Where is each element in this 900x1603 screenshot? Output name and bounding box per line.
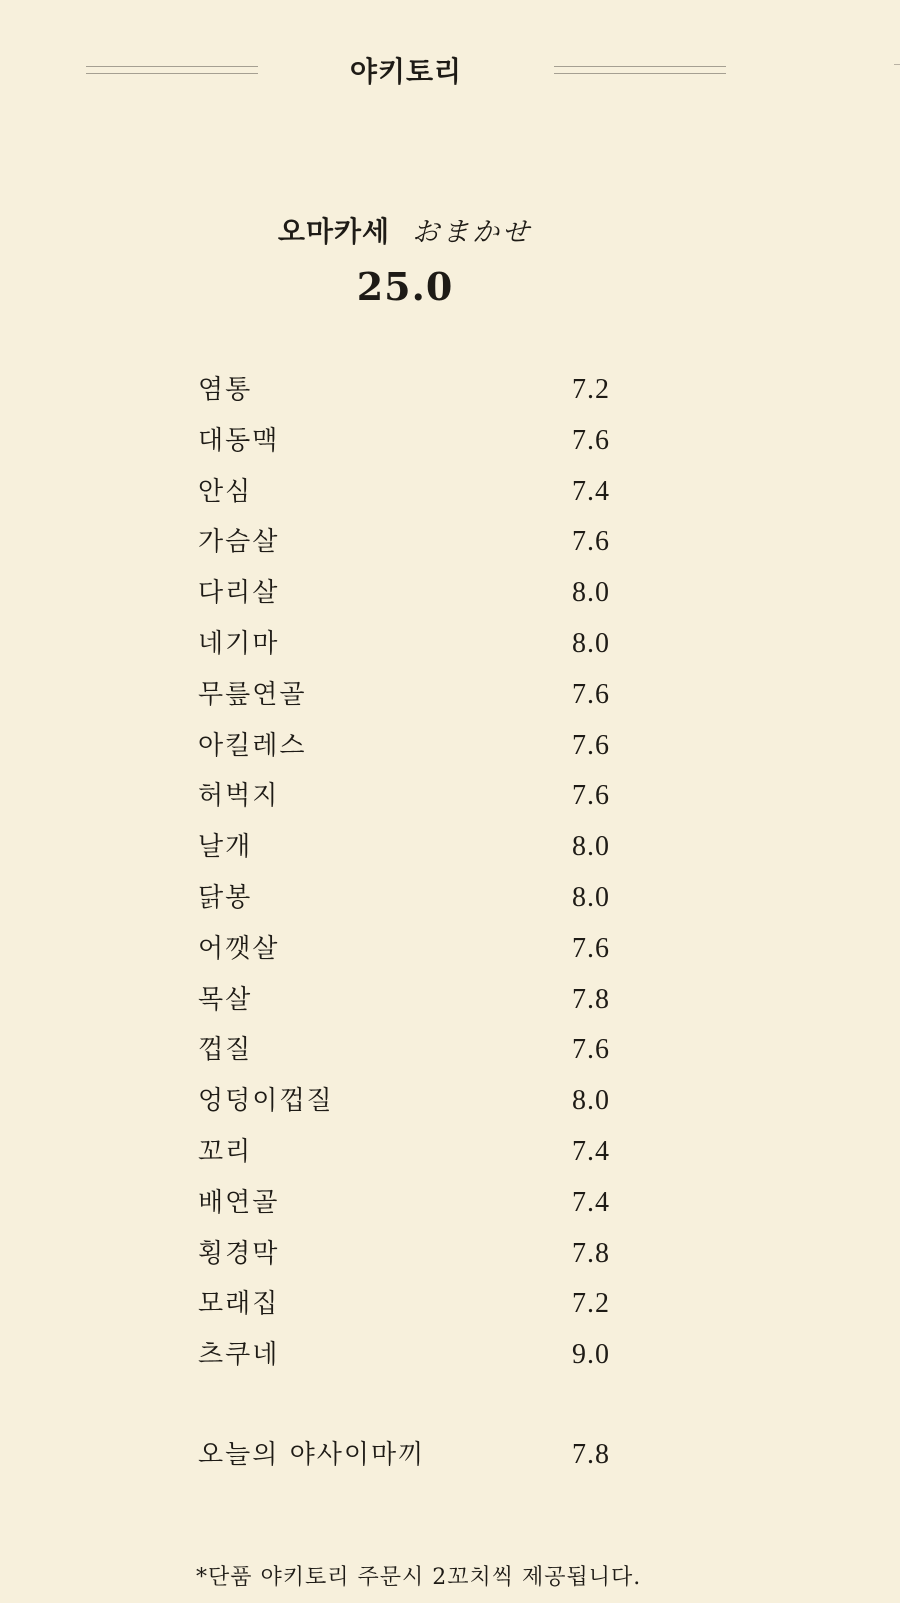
menu-item: [198, 1076, 616, 1127]
menu-item-price: 7.6: [572, 1034, 610, 1066]
header-rule-left: [86, 66, 258, 74]
menu-item-name: 염통: [198, 375, 253, 405]
daily-special-name: 오늘의 야사이마끼: [198, 1440, 426, 1470]
menu-item-name: 날개: [198, 832, 253, 863]
menu-item-name: 츠쿠네: [198, 1340, 280, 1371]
menu-item-price: 8.0: [572, 881, 610, 913]
menu-item-price: 7.6: [572, 424, 610, 456]
menu-item: [198, 365, 616, 416]
menu-item-price: 7.2: [572, 374, 610, 405]
menu-item-name: 닭봉: [198, 882, 253, 913]
menu-item: [198, 1025, 616, 1076]
menu-item: [198, 1279, 616, 1330]
menu-item-price: 8.0: [572, 831, 610, 863]
omakase-price: 25.0: [356, 264, 454, 309]
menu-item: [198, 1127, 616, 1178]
footnote: *단품 야키토리 주문시 2꼬치씩 제공됩니다.: [196, 1565, 642, 1590]
menu-item-name: 안심: [198, 476, 253, 507]
menu-item: [198, 975, 616, 1026]
menu-list: [198, 365, 616, 1381]
menu-item-name: 대동맥: [198, 425, 280, 456]
menu-item-price: 7.6: [572, 932, 610, 964]
menu-item-name: 배연골: [198, 1187, 280, 1218]
menu-item: [198, 924, 616, 975]
menu-item-name: 모래집: [198, 1289, 280, 1320]
header-rule-right: [554, 66, 726, 74]
menu-item: [198, 1178, 616, 1229]
menu-item-name: 꼬리: [198, 1136, 253, 1167]
daily-special: [198, 1430, 616, 1480]
menu-item: [198, 416, 616, 467]
menu-item-price: 7.2: [572, 1288, 610, 1320]
menu-item-price: 9.0: [572, 1339, 610, 1371]
menu-item-price: 7.6: [572, 729, 610, 761]
menu-item-name: 목살: [198, 984, 253, 1015]
omakase-block: [0, 210, 810, 309]
menu-item-price: 7.6: [572, 678, 610, 710]
menu-item-price: 7.6: [572, 526, 610, 558]
menu-item-name: 무릎연골: [198, 679, 307, 710]
menu-item: [198, 1330, 616, 1381]
menu-item-name: 껍질: [198, 1035, 253, 1066]
menu-item-price: 7.4: [572, 475, 610, 507]
menu-item-price: 7.6: [572, 780, 610, 812]
menu-item: [198, 517, 616, 568]
menu-item-price: 7.8: [572, 1237, 610, 1269]
menu-item: [198, 771, 616, 822]
edge-ornament: [894, 64, 900, 75]
menu-item-name: 네기마: [198, 628, 280, 659]
menu-item: [198, 619, 616, 670]
menu-item-name: 가슴살: [198, 527, 280, 558]
section-title: 야키토리: [349, 55, 463, 88]
menu-item-price: 7.8: [572, 983, 610, 1015]
menu-item: [198, 568, 616, 619]
menu-item: [198, 721, 616, 772]
daily-special-price: 7.8: [572, 1439, 610, 1470]
menu-item: [198, 873, 616, 924]
menu-item-price: 8.0: [572, 627, 610, 659]
menu-item-price: 7.4: [572, 1135, 610, 1167]
menu-item-name: 어깻살: [198, 933, 280, 964]
omakase-heading: [0, 210, 810, 250]
menu-item-name: 아킬레스: [198, 730, 307, 761]
menu-item-price: 8.0: [572, 1085, 610, 1117]
menu-item-name: 다리살: [198, 578, 280, 609]
menu-item: [198, 670, 616, 721]
menu-item-name: 횡경막: [198, 1238, 280, 1269]
menu-item: [198, 1229, 616, 1280]
menu-item-price: 8.0: [572, 577, 610, 609]
menu-item: [198, 467, 616, 518]
menu-item-name: 허벅지: [198, 781, 280, 812]
menu-item: [198, 822, 616, 873]
menu-item-name: 엉덩이껍질: [198, 1086, 334, 1117]
omakase-title-jp: おまかせ: [412, 217, 533, 248]
section-header: [0, 42, 900, 102]
omakase-title-ko: 오마카세: [277, 215, 391, 248]
menu-item-price: 7.4: [572, 1186, 610, 1218]
